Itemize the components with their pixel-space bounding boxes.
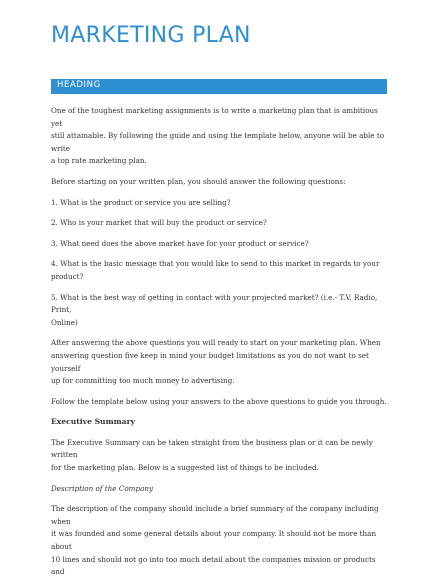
intro-paragraph: One of the toughest marketing assignments is to write a marketing plan that is ambitious yet still attainable. By following the guide and using the template below, anyone will be able to write a top rate marketing plan.: [51, 106, 385, 166]
question-item: 4. What is the basic message that you would like to send to this market in regards to your product?: [51, 259, 380, 281]
executive-summary-paragraph: The Executive Summary can be taken straight from the business plan or it can be newly written for the marketing plan. Below is a suggested list of things to be included.: [51, 437, 373, 473]
question-item: 1. What is the product or service you are selling?: [51, 197, 231, 207]
heading-label: HEADING: [57, 80, 101, 90]
after-questions-paragraph: After answering the above questions you will ready to start on your marketing plan. When answering question five keep in mind your budget limitations as you do not want to set yourself up for committing too much money to advertising.: [51, 338, 381, 386]
question-item: 5. What is the best way of getting in contact with your projected market? (i.e.- T.V, Radio, Print, Online): [51, 292, 378, 327]
document-title: MARKETING PLAN: [51, 23, 251, 48]
executive-summary-heading: Executive Summary: [51, 417, 135, 427]
company-description-heading: Description of the Company: [51, 483, 154, 493]
document-body: [51, 105, 391, 579]
questions-intro: Before starting on your written plan, you should answer the following questions:: [51, 176, 346, 186]
question-item: 3. What need does the above market have for your product or service?: [51, 238, 309, 248]
company-description-paragraph: The description of the company should include a brief summary of the company including when it was founded and some general details about your company. It should not be more than about 10 lines and should not go into too much detail about the companies mission or products and: [51, 504, 379, 577]
heading-bar: [51, 79, 387, 94]
question-item: 2. Who is your market that will buy the product or service?: [51, 218, 267, 228]
follow-template-paragraph: Follow the template below using your answers to the above questions to guide you through.: [51, 396, 387, 406]
